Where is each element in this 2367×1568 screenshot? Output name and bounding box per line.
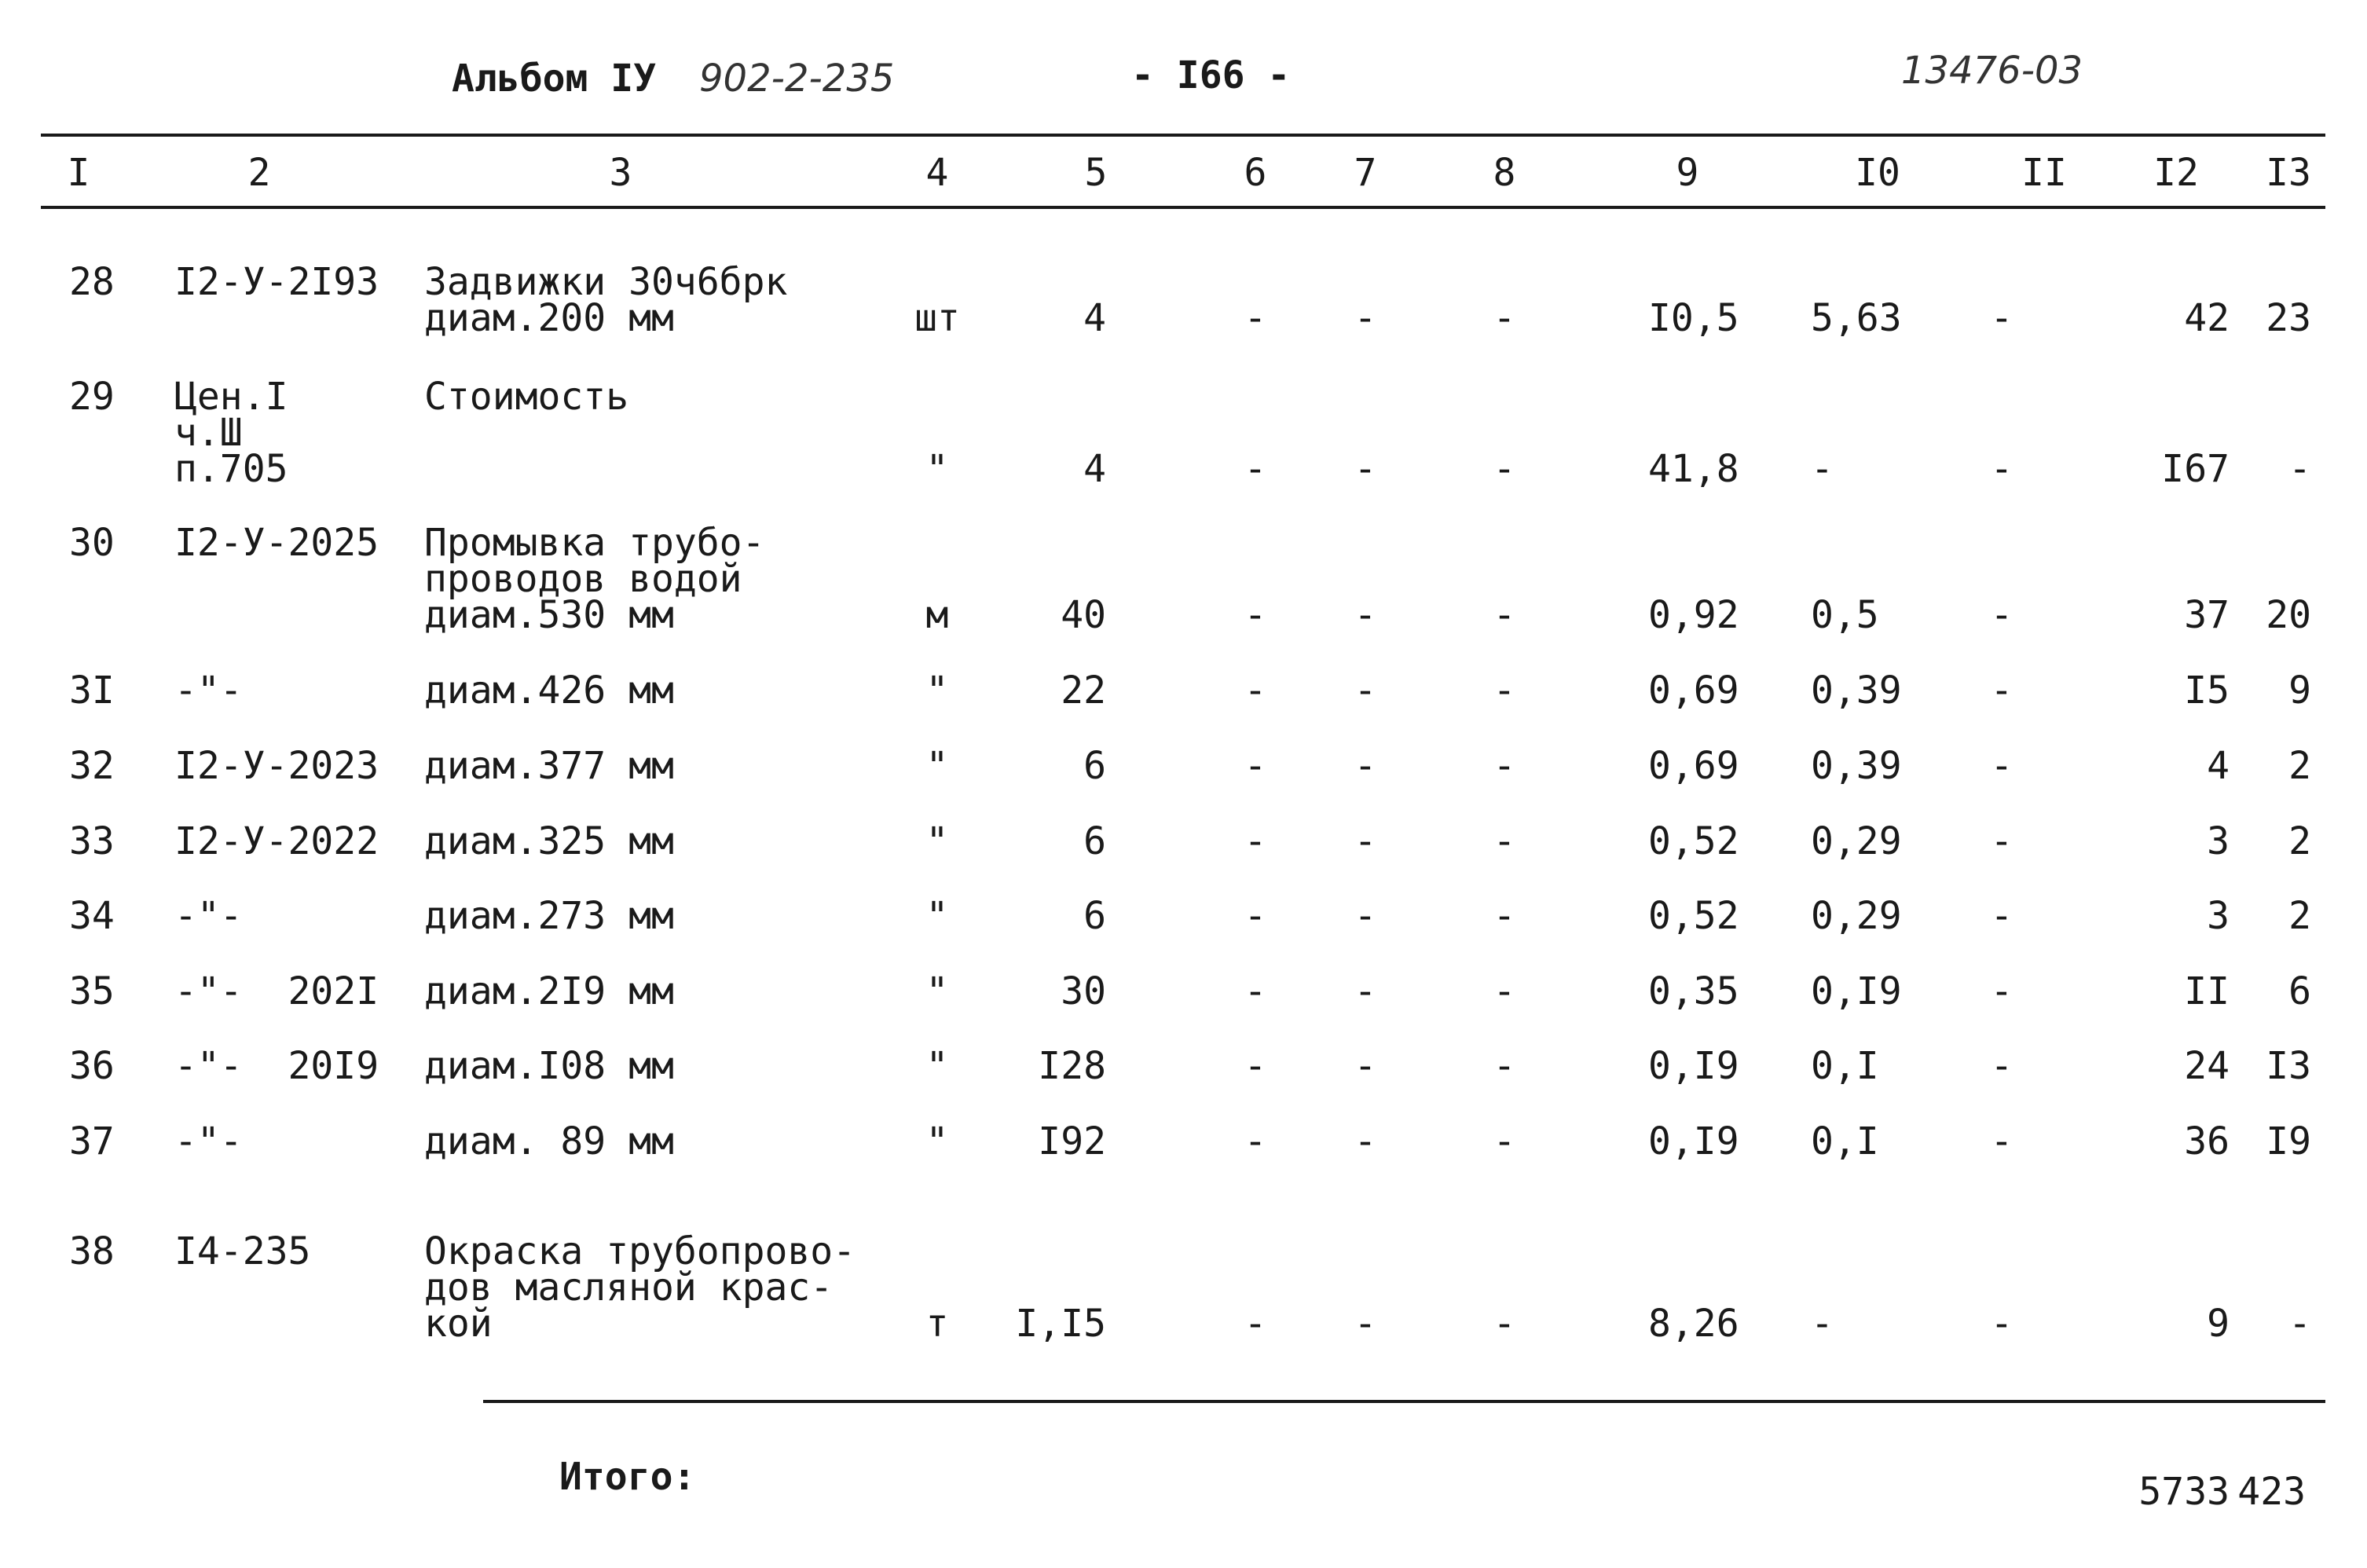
unit-cost: 0,I9 xyxy=(1648,1119,1739,1163)
total-wages: 2 xyxy=(2288,744,2311,788)
album-label: Альбом IУ xyxy=(452,57,657,101)
unit-wages: 0,5 xyxy=(1811,593,1879,637)
col-11: - xyxy=(1990,969,2013,1013)
totals-rule xyxy=(483,1400,2325,1403)
col-8: - xyxy=(1493,1119,1516,1163)
row-number: 38 xyxy=(69,1229,115,1273)
work-name: Задвижки 30ч6брк диам.200 мм xyxy=(424,260,788,340)
work-name: Стоимость xyxy=(424,375,629,419)
total-wages: 2 xyxy=(2288,819,2311,863)
quantity: 6 xyxy=(1083,894,1106,938)
row-number: 3I xyxy=(69,669,115,713)
work-name: диам.325 мм xyxy=(424,819,674,863)
unit-cost: I0,5 xyxy=(1648,296,1739,340)
unit-cost: 0,69 xyxy=(1648,669,1739,713)
work-name: диам.273 мм xyxy=(424,894,674,938)
total-cost: 36 xyxy=(2184,1119,2230,1163)
col-6: - xyxy=(1244,744,1267,788)
col-8: - xyxy=(1493,1302,1516,1346)
quantity: I,I5 xyxy=(1015,1302,1106,1346)
totals-col13: 423 xyxy=(2237,1470,2306,1514)
unit-cost: 0,35 xyxy=(1648,969,1739,1013)
col-6: - xyxy=(1244,894,1267,938)
unit-cost: 8,26 xyxy=(1648,1302,1739,1346)
norm-code: I4-235 xyxy=(174,1229,311,1273)
col-7: - xyxy=(1354,669,1377,713)
unit-cost: 0,I9 xyxy=(1648,1044,1739,1088)
norm-code: I2-У-2025 xyxy=(174,521,379,565)
col-7: - xyxy=(1354,969,1377,1013)
column-header-10: I0 xyxy=(1855,151,1900,195)
unit: " xyxy=(925,1119,949,1163)
total-wages: I3 xyxy=(2266,1044,2311,1088)
total-cost: II xyxy=(2184,969,2230,1013)
col-6: - xyxy=(1244,969,1267,1013)
total-wages: 20 xyxy=(2266,593,2311,637)
table-header-rule xyxy=(41,206,2325,209)
col-8: - xyxy=(1493,819,1516,863)
col-6: - xyxy=(1244,1044,1267,1088)
quantity: 4 xyxy=(1083,296,1106,340)
column-header-2: 2 xyxy=(247,151,271,195)
row-number: 33 xyxy=(69,819,115,863)
col-11: - xyxy=(1990,894,2013,938)
quantity: 6 xyxy=(1083,819,1106,863)
row-number: 30 xyxy=(69,521,115,565)
col-11: - xyxy=(1990,1302,2013,1346)
total-cost: 37 xyxy=(2184,593,2230,637)
work-name: диам.377 мм xyxy=(424,744,674,788)
column-header-1: I xyxy=(67,151,90,195)
col-11: - xyxy=(1990,593,2013,637)
unit: " xyxy=(925,447,949,491)
col-7: - xyxy=(1354,744,1377,788)
total-wages: 6 xyxy=(2288,969,2311,1013)
unit-cost: 0,69 xyxy=(1648,744,1739,788)
total-cost: I5 xyxy=(2184,669,2230,713)
unit-wages: 0,I9 xyxy=(1811,969,1902,1013)
col-7: - xyxy=(1354,296,1377,340)
row-number: 32 xyxy=(69,744,115,788)
norm-code: -"- xyxy=(174,894,243,938)
quantity: I28 xyxy=(1038,1044,1106,1088)
col-6: - xyxy=(1244,1302,1267,1346)
quantity: 30 xyxy=(1061,969,1106,1013)
work-name: диам. 89 мм xyxy=(424,1119,674,1163)
column-header-7: 7 xyxy=(1354,151,1377,195)
col-7: - xyxy=(1354,1302,1377,1346)
unit-wages: - xyxy=(1811,447,1834,491)
column-header-12: I2 xyxy=(2153,151,2199,195)
unit: м xyxy=(925,593,949,637)
work-name: диам.I08 мм xyxy=(424,1044,674,1088)
unit-wages: 0,39 xyxy=(1811,669,1902,713)
col-8: - xyxy=(1493,894,1516,938)
col-8: - xyxy=(1493,593,1516,637)
totals-label: Итого: xyxy=(559,1455,696,1499)
quantity: 4 xyxy=(1083,447,1106,491)
unit-wages: - xyxy=(1811,1302,1834,1346)
col-6: - xyxy=(1244,669,1267,713)
unit-cost: 41,8 xyxy=(1648,447,1739,491)
unit-cost: 0,52 xyxy=(1648,819,1739,863)
unit-cost: 0,52 xyxy=(1648,894,1739,938)
unit: " xyxy=(925,744,949,788)
norm-code: -"- xyxy=(174,669,243,713)
unit: " xyxy=(925,969,949,1013)
row-number: 35 xyxy=(69,969,115,1013)
unit-cost: 0,92 xyxy=(1648,593,1739,637)
column-header-8: 8 xyxy=(1493,151,1516,195)
total-cost: 3 xyxy=(2207,819,2230,863)
unit: " xyxy=(925,1044,949,1088)
col-11: - xyxy=(1990,669,2013,713)
table-top-rule xyxy=(41,134,2325,137)
unit-wages: 0,I xyxy=(1811,1044,1879,1088)
col-6: - xyxy=(1244,593,1267,637)
row-number: 36 xyxy=(69,1044,115,1088)
total-cost: 42 xyxy=(2184,296,2230,340)
col-7: - xyxy=(1354,447,1377,491)
quantity: I92 xyxy=(1038,1119,1106,1163)
col-6: - xyxy=(1244,296,1267,340)
row-number: 37 xyxy=(69,1119,115,1163)
col-6: - xyxy=(1244,1119,1267,1163)
column-header-11: II xyxy=(2021,151,2067,195)
quantity: 22 xyxy=(1061,669,1106,713)
unit: шт xyxy=(914,296,960,340)
total-cost: 9 xyxy=(2207,1302,2230,1346)
total-cost: 4 xyxy=(2207,744,2230,788)
col-7: - xyxy=(1354,894,1377,938)
row-number: 34 xyxy=(69,894,115,938)
col-11: - xyxy=(1990,1119,2013,1163)
unit-wages: 0,29 xyxy=(1811,894,1902,938)
norm-code: -"- 20I9 xyxy=(174,1044,379,1088)
norm-code: I2-У-2I93 xyxy=(174,260,379,304)
column-header-13: I3 xyxy=(2266,151,2311,195)
total-wages: 9 xyxy=(2288,669,2311,713)
col-8: - xyxy=(1493,1044,1516,1088)
col-7: - xyxy=(1354,593,1377,637)
norm-code: -"- 202I xyxy=(174,969,379,1013)
unit-wages: 0,29 xyxy=(1811,819,1902,863)
column-header-9: 9 xyxy=(1676,151,1699,195)
work-name: диам.2I9 мм xyxy=(424,969,674,1013)
work-name: диам.426 мм xyxy=(424,669,674,713)
unit: " xyxy=(925,819,949,863)
quantity: 40 xyxy=(1061,593,1106,637)
col-7: - xyxy=(1354,1119,1377,1163)
col-8: - xyxy=(1493,447,1516,491)
col-6: - xyxy=(1244,447,1267,491)
unit: т xyxy=(925,1302,949,1346)
col-8: - xyxy=(1493,296,1516,340)
unit-wages: 0,39 xyxy=(1811,744,1902,788)
norm-code: I2-У-2022 xyxy=(174,819,379,863)
col-11: - xyxy=(1990,744,2013,788)
column-header-6: 6 xyxy=(1244,151,1267,195)
unit: " xyxy=(925,894,949,938)
col-8: - xyxy=(1493,744,1516,788)
col-11: - xyxy=(1990,819,2013,863)
col-7: - xyxy=(1354,1044,1377,1088)
unit-wages: 5,63 xyxy=(1811,296,1902,340)
total-wages: - xyxy=(2288,447,2311,491)
row-number: 28 xyxy=(69,260,115,304)
totals-col12: 5733 xyxy=(2138,1470,2230,1514)
norm-code: I2-У-2023 xyxy=(174,744,379,788)
col-6: - xyxy=(1244,819,1267,863)
norm-code: Цен.I ч.Ш п.705 xyxy=(174,375,288,491)
row-number: 29 xyxy=(69,375,115,419)
total-cost: 3 xyxy=(2207,894,2230,938)
total-wages: - xyxy=(2288,1302,2311,1346)
series-number: 902-2-235 xyxy=(699,57,895,101)
total-cost: I67 xyxy=(2161,447,2230,491)
unit: " xyxy=(925,669,949,713)
col-11: - xyxy=(1990,296,2013,340)
col-7: - xyxy=(1354,819,1377,863)
col-8: - xyxy=(1493,969,1516,1013)
total-cost: 24 xyxy=(2184,1044,2230,1088)
column-header-3: 3 xyxy=(609,151,632,195)
unit-wages: 0,I xyxy=(1811,1119,1879,1163)
page-number: - I66 - xyxy=(1131,53,1291,97)
column-header-4: 4 xyxy=(925,151,949,195)
document-number: 13476-03 xyxy=(1901,49,2083,93)
col-11: - xyxy=(1990,1044,2013,1088)
work-name: Окраска трубопрово- дов масляной крас- кой xyxy=(424,1229,856,1346)
work-name: Промывка трубо- проводов водой диам.530 мм xyxy=(424,521,765,637)
col-8: - xyxy=(1493,669,1516,713)
total-wages: I9 xyxy=(2266,1119,2311,1163)
quantity: 6 xyxy=(1083,744,1106,788)
col-11: - xyxy=(1990,447,2013,491)
total-wages: 2 xyxy=(2288,894,2311,938)
norm-code: -"- xyxy=(174,1119,243,1163)
column-header-5: 5 xyxy=(1084,151,1108,195)
total-wages: 23 xyxy=(2266,296,2311,340)
